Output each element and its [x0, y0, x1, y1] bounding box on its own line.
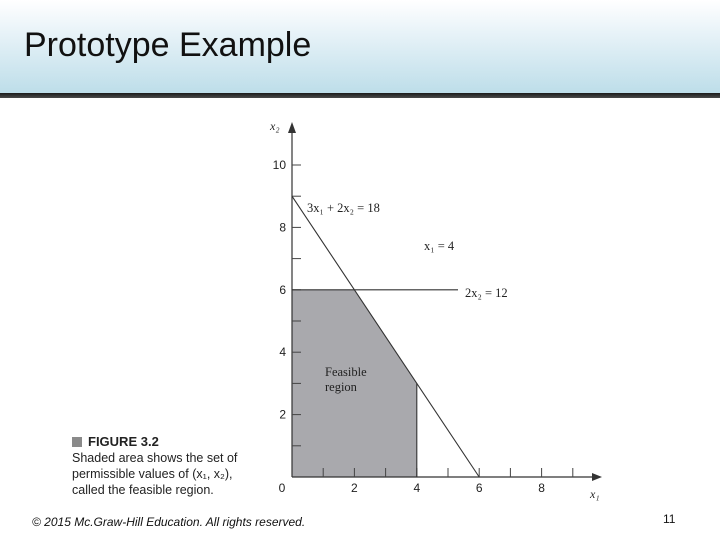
x-tick-label: 8: [538, 481, 545, 495]
caption-heading: FIGURE 3.2: [88, 434, 159, 449]
constraint-label: 3x₁ + 2x₂ = 18: [307, 201, 380, 215]
y-tick-label: 2: [279, 407, 286, 422]
x-axis-label: x₁: [590, 487, 600, 501]
figure-caption: [72, 434, 262, 498]
caption-heading-row: [72, 434, 262, 450]
y-tick-label: 6: [279, 282, 286, 297]
x-tick-label: 0: [278, 481, 286, 495]
y-tick-label: 4: [279, 345, 286, 360]
copyright-notice: © 2015 Mc.Graw-Hill Education. All rights reserved.: [32, 515, 306, 529]
region-label: region: [325, 380, 357, 394]
region-label: Feasible: [325, 365, 367, 379]
x-axis-arrow-icon: [592, 473, 602, 481]
caption-marker-icon: [72, 437, 82, 447]
y-tick-label: 10: [272, 158, 286, 172]
caption-line: called the feasible region.: [72, 483, 214, 497]
y-axis-arrow-icon: [288, 122, 296, 133]
x-tick-label: 4: [413, 481, 421, 495]
slide-title: Prototype Example: [24, 26, 312, 64]
x-tick-label: 6: [475, 481, 483, 495]
x-tick-label: 2: [351, 481, 358, 495]
caption-line: permissible values of (x₁, x₂),: [72, 467, 233, 481]
page-number: 11: [663, 512, 676, 526]
y-axis-label: x₂: [270, 119, 280, 133]
y-tick-label: 8: [279, 220, 286, 235]
constraint-label: x₁ = 4: [424, 239, 455, 253]
constraint-label: 2x₂ = 12: [465, 286, 508, 300]
caption-line: Shaded area shows the set of: [72, 451, 238, 465]
